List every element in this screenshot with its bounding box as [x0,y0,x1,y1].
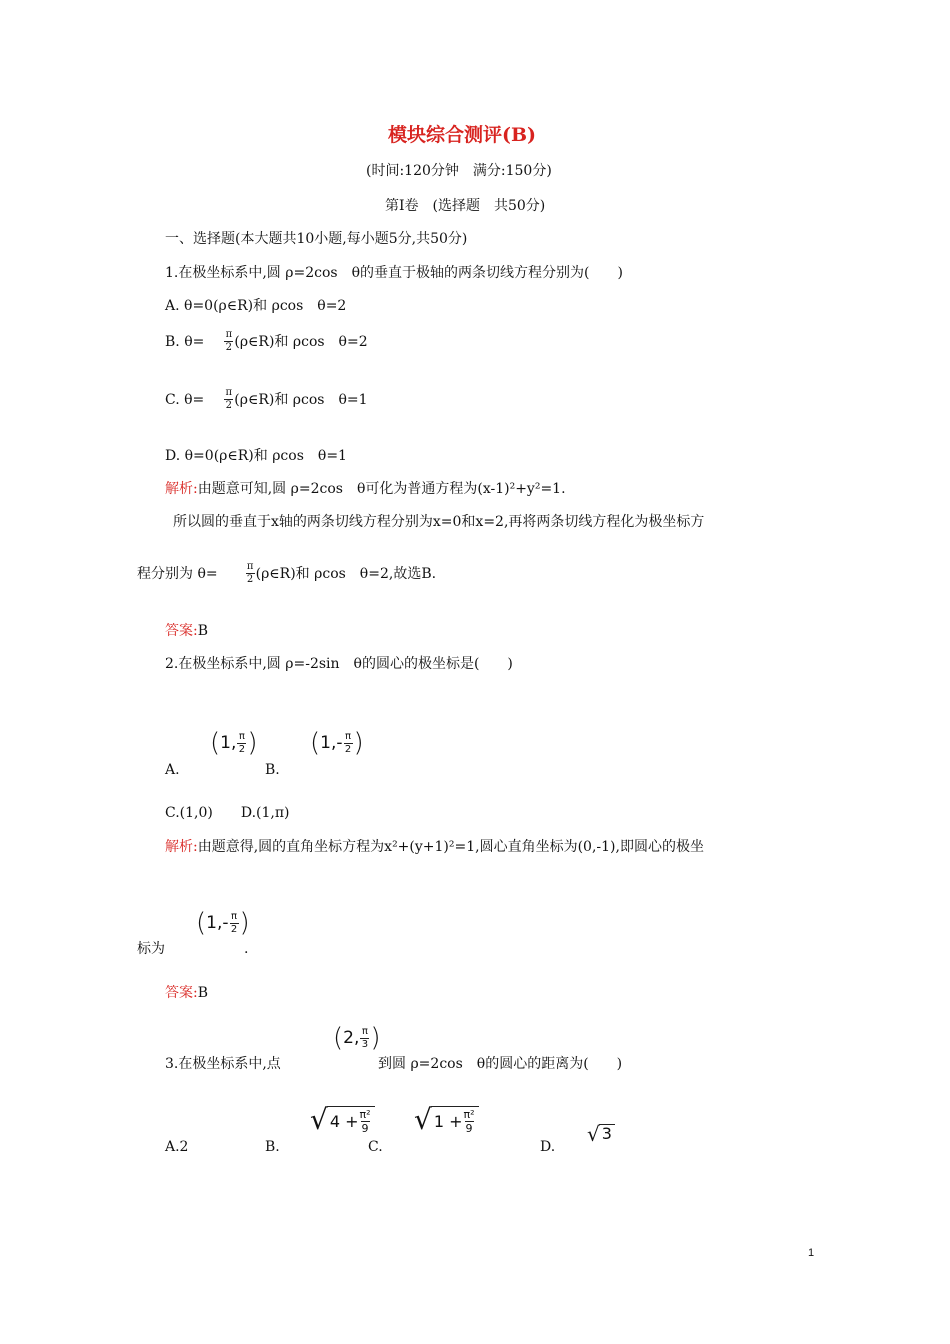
point-r: 1 [320,732,331,753]
q2-options-cd: C.(1,0) D.(1,π) [165,805,290,821]
fraction-denominator: 2 [238,743,246,755]
open-paren: ( [310,728,321,758]
q1-option-c [165,388,368,411]
open-paren: ( [210,728,221,758]
answer-label: 答案: [165,985,198,1001]
fraction-denominator: 2 [344,743,352,755]
q1-analysis-line2: 所以圆的垂直于x轴的两条切线方程分别为x=0和x=2,再将两条切线方程化为极坐标方 [173,514,705,530]
pi-over-2-fraction [230,912,239,935]
q3-option-a: A.2 [165,1139,189,1155]
q1-option-b-prefix: B. θ= [165,333,205,350]
fraction-numerator: π [231,910,238,922]
point-r: 1 [206,912,217,933]
fraction-denominator: 9 [465,1122,473,1135]
close-paren: ) [353,728,364,758]
point-comma: , [353,1027,360,1048]
q2-analysis-point [196,910,250,936]
analysis-text: 由题意得,圆的直角坐标方程为x²+(y+1)²=1,圆心直角坐标为(0,-1),即圆心的极坐 [197,839,704,855]
radicand-term: 3 [601,1124,612,1143]
analysis-text: 由题意可知,圆 ρ=2cos θ可化为普通方程为(x-1)²+y²=1. [197,481,566,497]
fraction-numerator: π [345,730,352,742]
pi-over-2-fraction [246,562,255,585]
radicand [431,1106,479,1134]
fraction-numerator: π [238,730,245,742]
q1-option-b-suffix: (ρ∈R)和 ρcos θ=2 [234,333,368,350]
answer-value: B [197,623,209,639]
q3-option-b-sqrt [310,1103,375,1136]
q1-analysis-line3 [137,562,436,585]
q3-stem-suffix: 到圆 ρ=2cos θ的圆心的距离为( ) [378,1056,623,1072]
pi-over-3-fraction [360,1027,369,1050]
point-comma: , [330,732,337,753]
q1-answer [165,624,208,638]
point-r: 1 [220,732,231,753]
subtitle: (时间:120分钟 满分:150分) [366,163,552,179]
pi-over-2-fraction [224,330,233,353]
q2-stem: 2.在极坐标系中,圆 ρ=-2sin θ的圆心的极坐标是( ) [165,656,513,672]
q1-analysis [165,482,566,496]
sqrt-sign: √ [310,1103,328,1136]
sqrt-sign: √ [587,1122,600,1146]
fraction-denominator: 2 [230,923,238,935]
fraction-numerator: π² [359,1108,371,1121]
fraction-numerator: π [246,561,254,572]
page-title: 模块综合测评(B) [388,124,537,146]
q3-stem-prefix: 3.在极坐标系中,点 [165,1056,281,1072]
minus-sign: - [336,732,343,753]
fraction-numerator: π² [463,1108,475,1121]
radicand [599,1124,615,1142]
fraction-denominator: 3 [361,1038,369,1050]
fraction-denominator: 2 [246,574,254,585]
q3-point [333,1025,381,1051]
q1-option-a: A. θ=0(ρ∈R)和 ρcos θ=2 [165,298,347,314]
q3-option-d-sqrt [587,1124,615,1144]
q2-option-b-label: B. [265,762,280,778]
open-paren: ( [196,908,207,938]
fraction-numerator: π [225,329,233,340]
point-comma: , [230,732,237,753]
q3-option-c-label: C. [368,1139,383,1155]
minus-sign: - [222,912,229,933]
point-comma: , [216,912,223,933]
radicand-term: 1 + [433,1111,463,1131]
pi-over-2-fraction [237,732,246,755]
analysis-label: 解析: [165,839,198,855]
pi-sq-over-9-fraction [464,1109,475,1134]
sqrt-sign: √ [414,1103,432,1136]
pi-over-2-fraction [344,732,353,755]
q2-analysis-line2: 标为 [137,941,165,957]
q1-analysis-line3-suffix: (ρ∈R)和 ρcos θ=2,故选B. [255,565,437,582]
q1-option-c-prefix: C. θ= [165,391,205,408]
fraction-denominator: 9 [361,1122,369,1135]
q2-analysis-end: . [244,941,249,957]
analysis-label: 解析: [165,481,198,497]
q1-stem: 1.在极坐标系中,圆 ρ=2cos θ的垂直于极轴的两条切线方程分别为( ) [165,265,623,281]
radicand [327,1106,375,1134]
q2-option-a-point [210,730,258,756]
fraction-numerator: π [225,387,233,398]
q3-option-d-label: D. [540,1139,556,1155]
answer-label: 答案: [165,623,198,639]
fraction-denominator: 2 [225,400,232,411]
close-paren: ) [370,1023,381,1053]
answer-value: B [197,985,209,1001]
q2-analysis [165,840,704,854]
close-paren: ) [239,908,250,938]
page-number: 1 [808,1247,815,1259]
close-paren: ) [247,728,258,758]
q2-answer [165,986,208,1000]
point-r: 2 [343,1027,354,1048]
pi-over-2-fraction [224,388,233,411]
fraction-numerator: π [361,1025,368,1037]
q2-option-a-label: A. [165,762,180,778]
q2-option-b-point [310,730,364,756]
pi-sq-over-9-fraction [360,1109,371,1134]
part-heading: 第Ⅰ卷 (选择题 共50分) [385,198,546,214]
q1-option-d: D. θ=0(ρ∈R)和 ρcos θ=1 [165,448,347,464]
q1-option-c-suffix: (ρ∈R)和 ρcos θ=1 [234,391,368,408]
section-heading: 一、选择题(本大题共10小题,每小题5分,共50分) [165,231,468,247]
q3-option-b-label: B. [265,1139,280,1155]
q1-option-b [165,330,368,353]
q1-analysis-line3-prefix: 程分别为 θ= [137,565,218,582]
open-paren: ( [333,1023,344,1053]
fraction-denominator: 2 [225,342,233,353]
radicand-term: 4 + [329,1111,359,1131]
q3-option-c-sqrt [414,1103,479,1136]
